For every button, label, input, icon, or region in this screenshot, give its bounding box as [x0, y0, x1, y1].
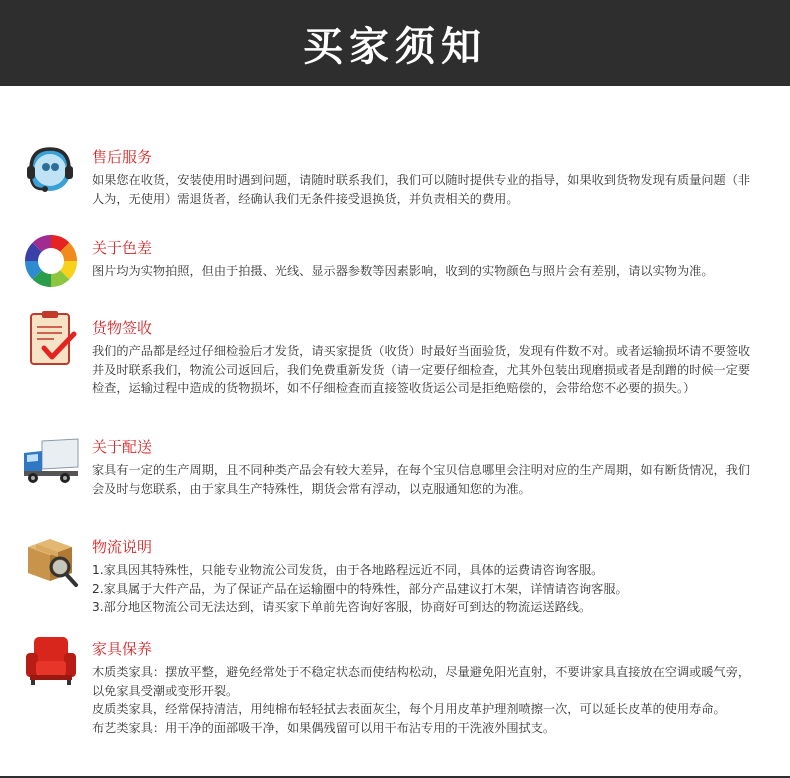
section-line: 如果您在收货，安装使用时遇到问题，请随时联系我们，我们可以随时提供专业的指导，如果收到货物发现有质量问题（非人为，无使用）需退货者，经确认我们无条件接受退换货，并负责相关的费用。: [92, 173, 751, 206]
page-header: [0, 0, 790, 86]
section-title: 物流说明: [92, 538, 153, 556]
armchair-icon: [22, 631, 80, 689]
section-line: 图片均为实物拍照，但由于拍摄、光线、显示器参数等因素影响，收到的实物颜色与照片会有差别，请以实物为准。: [92, 264, 714, 278]
customer-service-headset-icon: [22, 143, 80, 201]
section-body: [92, 461, 754, 498]
section-body: [92, 171, 754, 208]
section-title: 关于色差: [92, 239, 153, 257]
section-title: 家具保养: [92, 640, 153, 658]
section-title: 关于配送: [92, 438, 153, 456]
section-line: 木质类家具：摆放平整，避免经常处于不稳定状态而使结构松动，尽量避免阳光直射，不要讲家具直接放在空调或暖气旁，以免家具受潮或变形开裂。: [92, 665, 751, 698]
section-body: [92, 561, 754, 617]
section-line: 2.家具属于大件产品，为了保证产品在运输圈中的特殊性，部分产品建议打木架，详情请咨询客服。: [92, 581, 628, 596]
section-line: 布艺类家具：用干净的面部吸干净，如果偶残留可以用干布沾专用的干洗液外围拭支。: [92, 720, 556, 735]
color-wheel-icon: [22, 232, 80, 290]
page-title: 买家须知: [303, 23, 487, 70]
delivery-truck-icon: [22, 433, 80, 491]
section-body: [92, 342, 754, 398]
section-line: 我们的产品都是经过仔细检验后才发货，请买家提货（收货）时最好当面验货，发现有件数不对。或者运输损坏请不要签收并及时联系我们，物流公司返回后，我们免费重新发货（请一定要仔细检查，尤其外包装出现磨损或者是刮蹭的时候一定要检查，运输过程中造成的货物损坏，如不仔细检查而直接签收货运公司是拒绝赔偿的，会带给您不必要的损失。）: [92, 344, 751, 395]
section-body: [92, 262, 754, 281]
section-line: 皮质类家具，经常保持清洁，用纯棉布轻轻拭去表面灰尘，每个月用皮革护理剂喷擦一次，可以延长皮革的使用寿命。: [92, 702, 726, 716]
package-magnifier-icon: [22, 531, 80, 589]
section-title: 售后服务: [92, 148, 153, 166]
section-line: 1.家具因其特殊性，只能专业物流公司发货，由于各地路程远近不同，具体的运费请咨询客服。: [92, 563, 604, 577]
section-title: 货物签收: [92, 319, 153, 337]
section-line: 3.部分地区物流公司无法达到，请买家下单前先咨询好客服，协商好可到达的物流运送路线。: [92, 600, 592, 614]
clipboard-check-icon: [22, 310, 80, 368]
section-line: 家具有一定的生产周期，且不同种类产品会有较大差异，在每个宝贝信息哪里会注明对应的生产周期，如有断货情况，我们会及时与您联系，由于家具生产特殊性，期货会常有浮动，以克服通知您的为准。: [92, 463, 751, 496]
section-body: [92, 663, 754, 737]
